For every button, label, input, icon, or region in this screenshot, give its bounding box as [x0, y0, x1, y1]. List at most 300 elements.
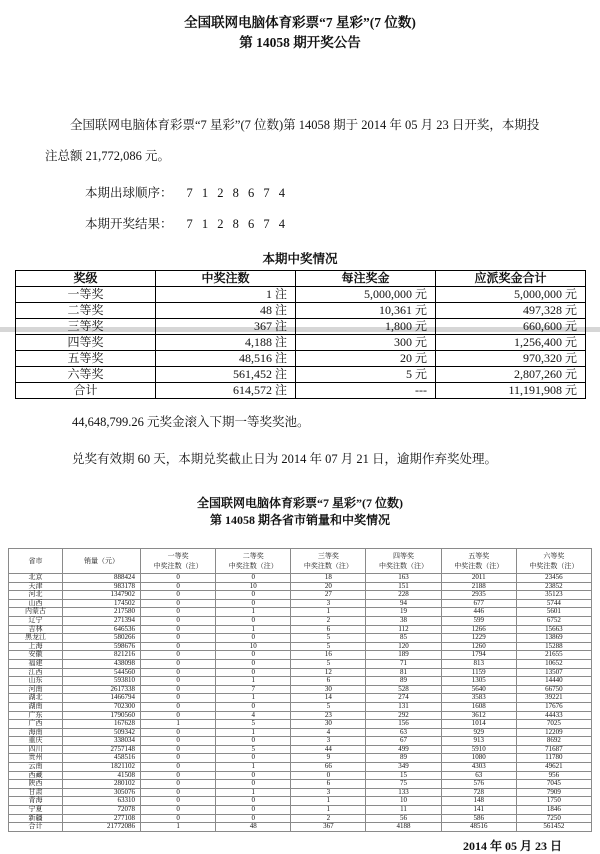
- province-table-cell: 7250: [516, 814, 591, 823]
- province-table-cell: 63310: [63, 797, 141, 806]
- province-table-cell: 0: [141, 737, 216, 746]
- province-table-cell: 20: [291, 582, 366, 591]
- prize-table-cell: 5,000,000 元: [436, 287, 586, 303]
- prize-table-cell: 660,600 元: [436, 319, 586, 335]
- province-table-cell: 青海: [9, 797, 63, 806]
- province-row: [9, 659, 592, 668]
- province-table-cell: 贵州: [9, 754, 63, 763]
- province-row: [9, 668, 592, 677]
- province-row: [9, 720, 592, 729]
- province-table-cell: 41508: [63, 771, 141, 780]
- prize-level-header-cell: 六等奖 中奖注数（注）: [516, 549, 591, 574]
- prize-level-header-cell: 一等奖 中奖注数（注）: [141, 549, 216, 574]
- province-table-cell: 156: [366, 720, 441, 729]
- province-table-cell: 75: [366, 780, 441, 789]
- province-table-cell: 81: [366, 668, 441, 677]
- province-table-cell: 133: [366, 788, 441, 797]
- prize-table: [15, 270, 586, 399]
- province-table-cell: 821216: [63, 651, 141, 660]
- province-table-cell: 148: [441, 797, 516, 806]
- province-table-cell: 吉林: [9, 625, 63, 634]
- province-table-cell: 1: [216, 608, 291, 617]
- province-table-cell: 1608: [441, 702, 516, 711]
- prize-table-cell: 48 注: [156, 303, 296, 319]
- province-table-cell: 0: [141, 806, 216, 815]
- province-table-cell: 0: [141, 616, 216, 625]
- prize-table-cell: 1,800 元: [296, 319, 436, 335]
- province-table-header-row: [9, 549, 592, 574]
- province-table-cell: 河南: [9, 685, 63, 694]
- prize-table-cell: 合计: [16, 383, 156, 399]
- province-table-cell: 0: [141, 582, 216, 591]
- province-table-cell: 271394: [63, 616, 141, 625]
- province-table-cell: 67: [366, 737, 441, 746]
- province-table-cell: 1159: [441, 668, 516, 677]
- province-table-cell: 367: [291, 823, 366, 832]
- province-table-cell: 72078: [63, 806, 141, 815]
- province-table-cell: 1: [216, 763, 291, 772]
- province-table-cell: 1: [291, 806, 366, 815]
- province-table-cell: 18: [291, 574, 366, 583]
- province-table-title-line1: 全国联网电脑体育彩票“7 星彩”(7 位数): [197, 496, 403, 510]
- province-table-cell: 0: [141, 797, 216, 806]
- province-table-cell: 35123: [516, 591, 591, 600]
- prize-table-row: [16, 287, 586, 303]
- ball-order-digits: 7 1 2 8 6 7 4: [186, 186, 289, 200]
- province-table-cell: 0: [216, 814, 291, 823]
- province-table-cell: 49621: [516, 763, 591, 772]
- province-row: [9, 582, 592, 591]
- province-table-cell: 0: [141, 702, 216, 711]
- province-table-cell: 3583: [441, 694, 516, 703]
- province-table-cell: 5: [216, 720, 291, 729]
- province-table-cell: 甘肃: [9, 788, 63, 797]
- prize-table-cell: 614,572 注: [156, 383, 296, 399]
- province-table-cell: 85: [366, 634, 441, 643]
- province-table-cell: 7909: [516, 788, 591, 797]
- province-table-cell: 0: [141, 694, 216, 703]
- province-table-cell: 141: [441, 806, 516, 815]
- province-table-cell: 44: [291, 745, 366, 754]
- province-table-cell: 23456: [516, 574, 591, 583]
- province-table-title: [0, 495, 600, 529]
- province-row: [9, 599, 592, 608]
- province-table-cell: 0: [216, 574, 291, 583]
- province-table-cell: 0: [141, 668, 216, 677]
- province-table-cell: 593810: [63, 677, 141, 686]
- province-table-cell: 5: [291, 642, 366, 651]
- prize-table-header-cell: 应派奖金合计: [436, 271, 586, 287]
- province-table-cell: 728: [441, 788, 516, 797]
- province-table-cell: 5: [216, 745, 291, 754]
- province-table-cell: 广东: [9, 711, 63, 720]
- prize-table-cell: 一等奖: [16, 287, 156, 303]
- province-row: [9, 788, 592, 797]
- draw-result-label: 本期开奖结果：: [85, 217, 173, 231]
- province-table-cell: 702300: [63, 702, 141, 711]
- province-table-cell: 48: [216, 823, 291, 832]
- province-table-cell: 48516: [441, 823, 516, 832]
- prize-table-cell: 970,320 元: [436, 351, 586, 367]
- province-table-cell: 3: [291, 788, 366, 797]
- prize-table-row: [16, 367, 586, 383]
- province-table-cell: 安徽: [9, 651, 63, 660]
- province-table-cell: 0: [141, 574, 216, 583]
- province-table-cell: 44433: [516, 711, 591, 720]
- province-table-cell: 0: [216, 806, 291, 815]
- prize-table-cell: ---: [296, 383, 436, 399]
- province-table-cell: 0: [216, 771, 291, 780]
- province-table-cell: 广西: [9, 720, 63, 729]
- province-table-cell: 1080: [441, 754, 516, 763]
- province-header-cell: 省市: [9, 549, 63, 574]
- prize-table-header-cell: 每注奖金: [296, 271, 436, 287]
- prize-table-cell: 11,191,908 元: [436, 383, 586, 399]
- province-table-cell: 15663: [516, 625, 591, 634]
- province-table-cell: 189: [366, 651, 441, 660]
- province-table-cell: 1014: [441, 720, 516, 729]
- province-table-cell: 580266: [63, 634, 141, 643]
- province-table-cell: 合计: [9, 823, 63, 832]
- province-table-cell: 0: [141, 728, 216, 737]
- ball-order-line: [85, 185, 600, 201]
- prize-table-cell: 10,361 元: [296, 303, 436, 319]
- province-table-cell: 1: [216, 694, 291, 703]
- province-table-cell: 4188: [366, 823, 441, 832]
- province-table-cell: 888424: [63, 574, 141, 583]
- province-table-cell: 292: [366, 711, 441, 720]
- province-table-cell: 71687: [516, 745, 591, 754]
- province-table-cell: 228: [366, 591, 441, 600]
- province-table-cell: 14440: [516, 677, 591, 686]
- province-table-cell: 0: [216, 668, 291, 677]
- province-table-cell: 576: [441, 780, 516, 789]
- province-table-cell: 黑龙江: [9, 634, 63, 643]
- province-table-cell: 3612: [441, 711, 516, 720]
- province-table-cell: 1229: [441, 634, 516, 643]
- province-table-cell: 14: [291, 694, 366, 703]
- province-table-cell: 813: [441, 659, 516, 668]
- prize-table-cell: 二等奖: [16, 303, 156, 319]
- province-table-cell: 1: [291, 608, 366, 617]
- province-table-cell: 西藏: [9, 771, 63, 780]
- prize-table-cell: 5,000,000 元: [296, 287, 436, 303]
- province-row: [9, 754, 592, 763]
- province-table-cell: 1846: [516, 806, 591, 815]
- province-row: [9, 797, 592, 806]
- province-table-cell: 1: [291, 797, 366, 806]
- prize-table-header-row: [16, 271, 586, 287]
- prize-level-header-cell: 二等奖 中奖注数（注）: [216, 549, 291, 574]
- province-row: [9, 608, 592, 617]
- province-table-cell: 280102: [63, 780, 141, 789]
- province-table-cell: 89: [366, 677, 441, 686]
- province-table-cell: 0: [141, 591, 216, 600]
- province-row: [9, 737, 592, 746]
- province-table-cell: 0: [141, 711, 216, 720]
- province-table-cell: 23: [291, 711, 366, 720]
- lottery-announcement-page: [0, 13, 600, 853]
- rollover-text: 44,648,799.26 元奖金滚入下期一等奖奖池。: [72, 415, 310, 429]
- province-table-cell: 12209: [516, 728, 591, 737]
- prize-table-cell: 三等奖: [16, 319, 156, 335]
- province-row: [9, 763, 592, 772]
- province-table-cell: 6: [291, 677, 366, 686]
- province-table-cell: 66: [291, 763, 366, 772]
- province-table-cell: 湖南: [9, 702, 63, 711]
- province-row: [9, 702, 592, 711]
- prize-table-cell: 5 元: [296, 367, 436, 383]
- province-table-cell: 2188: [441, 582, 516, 591]
- province-table-cell: 112: [366, 625, 441, 634]
- prize-table-body: [16, 271, 586, 399]
- province-table-cell: 1: [216, 788, 291, 797]
- province-table-cell: 12: [291, 668, 366, 677]
- province-table-body: [9, 549, 592, 832]
- province-table-cell: 10: [216, 642, 291, 651]
- prize-table-cell: 497,328 元: [436, 303, 586, 319]
- province-table-cell: 6752: [516, 616, 591, 625]
- prize-table-row: [16, 319, 586, 335]
- province-table-cell: 北京: [9, 574, 63, 583]
- province-table-cell: 0: [216, 599, 291, 608]
- prize-table-cell: 300 元: [296, 335, 436, 351]
- province-table-cell: 海南: [9, 728, 63, 737]
- province-table-cell: 4: [291, 728, 366, 737]
- province-table-cell: 0: [141, 754, 216, 763]
- province-table-cell: 598676: [63, 642, 141, 651]
- province-table-cell: 5601: [516, 608, 591, 617]
- draw-result-digits: 7 1 2 8 6 7 4: [186, 217, 289, 231]
- province-row: [9, 806, 592, 815]
- province-table-cell: 10652: [516, 659, 591, 668]
- province-table-cell: 四川: [9, 745, 63, 754]
- province-table-cell: 349: [366, 763, 441, 772]
- province-table-cell: 277108: [63, 814, 141, 823]
- province-table-cell: 27: [291, 591, 366, 600]
- province-table-cell: 71: [366, 659, 441, 668]
- province-table-cell: 167628: [63, 720, 141, 729]
- province-table-cell: 6: [291, 780, 366, 789]
- province-table-cell: 1305: [441, 677, 516, 686]
- province-table-cell: 湖北: [9, 694, 63, 703]
- province-table-cell: 23852: [516, 582, 591, 591]
- province-table-cell: 1266: [441, 625, 516, 634]
- province-table-cell: 1750: [516, 797, 591, 806]
- province-table-cell: 5640: [441, 685, 516, 694]
- province-table-cell: 646536: [63, 625, 141, 634]
- province-table-cell: 6: [291, 625, 366, 634]
- province-row: [9, 677, 592, 686]
- prize-table-row: [16, 335, 586, 351]
- province-table-cell: 63: [366, 728, 441, 737]
- province-table-cell: 983178: [63, 582, 141, 591]
- deadline-text: 兑奖有效期 60 天，本期兑奖截止日为 2014 年 07 月 21 日，逾期作弃奖处理。: [72, 452, 498, 466]
- province-table-cell: 0: [216, 651, 291, 660]
- province-table-cell: 561452: [516, 823, 591, 832]
- province-row: [9, 591, 592, 600]
- province-table-cell: 0: [216, 754, 291, 763]
- prize-table-cell: 561,452 注: [156, 367, 296, 383]
- province-table-cell: 1260: [441, 642, 516, 651]
- province-table-cell: 0: [141, 771, 216, 780]
- province-row: [9, 642, 592, 651]
- prize-table-cell: 1,256,400 元: [436, 335, 586, 351]
- province-row: [9, 634, 592, 643]
- province-table-cell: 2011: [441, 574, 516, 583]
- province-table-cell: 重庆: [9, 737, 63, 746]
- province-table-cell: 1: [216, 625, 291, 634]
- province-row: [9, 694, 592, 703]
- province-table-cell: 131: [366, 702, 441, 711]
- province-table-cell: 4303: [441, 763, 516, 772]
- intro-line1: 全国联网电脑体育彩票“7 星彩”(7 位数)第 14058 期于 2014 年 05 月 23 日开奖，本期投: [70, 118, 540, 132]
- province-table-cell: 上海: [9, 642, 63, 651]
- prize-table-row: [16, 351, 586, 367]
- prize-table-cell: 四等奖: [16, 335, 156, 351]
- province-table-cell: 13869: [516, 634, 591, 643]
- province-table-cell: 0: [291, 771, 366, 780]
- province-table-cell: 913: [441, 737, 516, 746]
- province-table-cell: 163: [366, 574, 441, 583]
- prize-table-header-cell: 中奖注数: [156, 271, 296, 287]
- province-table-cell: 5910: [441, 745, 516, 754]
- province-table-cell: 15: [366, 771, 441, 780]
- province-table-cell: 陕西: [9, 780, 63, 789]
- province-row: [9, 616, 592, 625]
- province-row: [9, 728, 592, 737]
- province-table-cell: 3: [291, 737, 366, 746]
- province-table-cell: 63: [441, 771, 516, 780]
- province-table-cell: 94: [366, 599, 441, 608]
- province-table-cell: 辽宁: [9, 616, 63, 625]
- province-table-cell: 河北: [9, 591, 63, 600]
- ball-order-label: 本期出球顺序：: [85, 186, 173, 200]
- page-title-line2: 第 14058 期开奖公告: [239, 35, 361, 50]
- province-table-cell: 2: [291, 616, 366, 625]
- province-table-cell: 120: [366, 642, 441, 651]
- province-table-cell: 1466794: [63, 694, 141, 703]
- province-table-cell: 江西: [9, 668, 63, 677]
- province-table-cell: 0: [216, 780, 291, 789]
- province-table-cell: 0: [216, 616, 291, 625]
- province-row: [9, 685, 592, 694]
- prize-table-cell: 367 注: [156, 319, 296, 335]
- prize-level-header-cell: 四等奖 中奖注数（注）: [366, 549, 441, 574]
- province-table-cell: 13507: [516, 668, 591, 677]
- prize-table-cell: 2,807,260 元: [436, 367, 586, 383]
- province-table-cell: 446: [441, 608, 516, 617]
- prize-level-header-cell: 五等奖 中奖注数（注）: [441, 549, 516, 574]
- province-table-cell: 56: [366, 814, 441, 823]
- province-row: [9, 745, 592, 754]
- province-table-cell: 7: [216, 685, 291, 694]
- province-table-cell: 11780: [516, 754, 591, 763]
- intro-paragraph: [45, 110, 580, 172]
- province-table-cell: 天津: [9, 582, 63, 591]
- province-table-cell: 38: [366, 616, 441, 625]
- province-table-cell: 内蒙古: [9, 608, 63, 617]
- province-table-cell: 217580: [63, 608, 141, 617]
- province-table-title-line2: 第 14058 期各省市销量和中奖情况: [209, 513, 390, 527]
- province-table-cell: 0: [141, 814, 216, 823]
- province-table-cell: 0: [141, 788, 216, 797]
- province-row: [9, 711, 592, 720]
- province-table-cell: 19: [366, 608, 441, 617]
- province-table-cell: 0: [141, 677, 216, 686]
- province-table-cell: 5: [291, 702, 366, 711]
- province-table-cell: 174502: [63, 599, 141, 608]
- province-table-cell: 1347902: [63, 591, 141, 600]
- province-table-cell: 新疆: [9, 814, 63, 823]
- province-table-cell: 0: [216, 797, 291, 806]
- province-table-cell: 9: [291, 754, 366, 763]
- province-table-cell: 0: [141, 659, 216, 668]
- province-table-cell: 15288: [516, 642, 591, 651]
- province-table-cell: 0: [216, 659, 291, 668]
- province-table-cell: 21772086: [63, 823, 141, 832]
- prize-table-cell: 20 元: [296, 351, 436, 367]
- page-title-line1: 全国联网电脑体育彩票“7 星彩”(7 位数): [184, 15, 416, 30]
- province-table-cell: 1821102: [63, 763, 141, 772]
- province-table-cell: 1794: [441, 651, 516, 660]
- prize-level-header-cell: 三等奖 中奖注数（注）: [291, 549, 366, 574]
- prize-table-cell: 1 注: [156, 287, 296, 303]
- province-row: [9, 651, 592, 660]
- province-table-cell: 39221: [516, 694, 591, 703]
- sales-header-cell: 销量（元）: [63, 549, 141, 574]
- province-table-cell: 66750: [516, 685, 591, 694]
- prize-table-row: [16, 303, 586, 319]
- province-table-cell: 509342: [63, 728, 141, 737]
- prize-table-caption: 本期中奖情况: [262, 252, 338, 266]
- province-row: [9, 771, 592, 780]
- province-table-cell: 586: [441, 814, 516, 823]
- page-title: [0, 13, 600, 53]
- province-table-cell: 499: [366, 745, 441, 754]
- province-table-cell: 福建: [9, 659, 63, 668]
- province-table-cell: 5: [291, 659, 366, 668]
- province-table-cell: 458516: [63, 754, 141, 763]
- province-table-cell: 1: [216, 728, 291, 737]
- province-table-cell: 0: [141, 642, 216, 651]
- province-table-cell: 5744: [516, 599, 591, 608]
- prize-table-header-cell: 奖级: [16, 271, 156, 287]
- province-table-cell: 929: [441, 728, 516, 737]
- prize-table-cell: 48,516 注: [156, 351, 296, 367]
- province-table-cell: 438098: [63, 659, 141, 668]
- province-total-row: [9, 823, 592, 832]
- province-table-cell: 1: [141, 823, 216, 832]
- province-table-cell: 10: [366, 797, 441, 806]
- province-table-cell: 5: [291, 634, 366, 643]
- province-table-cell: 274: [366, 694, 441, 703]
- province-table-cell: 30: [291, 685, 366, 694]
- intro-line2: 注总额 21,772,086 元。: [45, 149, 171, 163]
- province-table-cell: 0: [216, 737, 291, 746]
- province-row: [9, 814, 592, 823]
- province-table-cell: 10: [216, 582, 291, 591]
- province-row: [9, 780, 592, 789]
- province-table-cell: 338034: [63, 737, 141, 746]
- province-table-cell: 1: [216, 677, 291, 686]
- province-table-cell: 0: [141, 651, 216, 660]
- province-table-cell: 0: [141, 599, 216, 608]
- prize-table-cell: 五等奖: [16, 351, 156, 367]
- province-row: [9, 574, 592, 583]
- province-table-cell: 2: [291, 814, 366, 823]
- province-row: [9, 625, 592, 634]
